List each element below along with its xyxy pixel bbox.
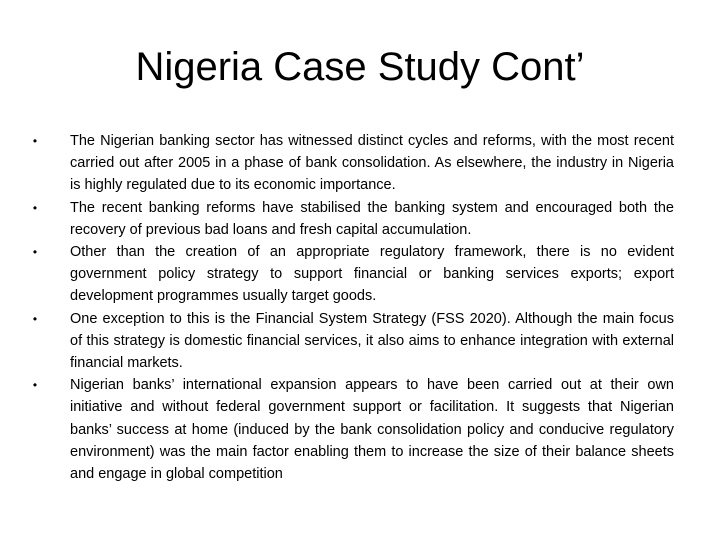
bullet-icon: • bbox=[32, 245, 38, 260]
bullet-text: Nigerian banks’ international expansion appears to have been carried out at their own initiative and without federal government support or facilitation. It suggests that Nigerian banks’ success at home (induced by the bank consolidation policy and conducive regulatory environment) was the main factor enabling them to increase the size of their balance sheets and engage in global competition bbox=[70, 377, 674, 483]
bullet-list bbox=[30, 130, 674, 485]
bullet-item bbox=[30, 130, 674, 197]
bullet-item bbox=[30, 197, 674, 241]
bullet-text: The Nigerian banking sector has witnessed distinct cycles and reforms, with the most recent carried out after 2005 in a phase of bank consolidation. As elsewhere, the industry in Nigeria is highly regulated due to its economic importance. bbox=[70, 133, 674, 194]
bullet-text: One exception to this is the Financial System Strategy (FSS 2020). Although the main focus of this strategy is domestic financial services, it also aims to enhance integration with external financial markets. bbox=[70, 310, 674, 372]
bullet-item bbox=[30, 374, 674, 485]
slide-title: Nigeria Case Study Cont’ bbox=[135, 45, 585, 89]
bullet-icon: • bbox=[32, 311, 38, 326]
bullet-item bbox=[30, 241, 674, 308]
bullet-icon: • bbox=[32, 378, 38, 393]
bullet-item bbox=[30, 308, 674, 375]
bullet-icon: • bbox=[32, 134, 38, 148]
bullet-icon: • bbox=[32, 200, 38, 215]
bullet-text: The recent banking reforms have stabilised the banking system and encouraged both the recovery of previous bad loans and fresh capital accumulation. bbox=[70, 199, 674, 238]
bullet-text: Other than the creation of an appropriate regulatory framework, there is no evident government policy strategy to support financial or banking services exports; export development programmes usually target goods. bbox=[70, 244, 674, 305]
